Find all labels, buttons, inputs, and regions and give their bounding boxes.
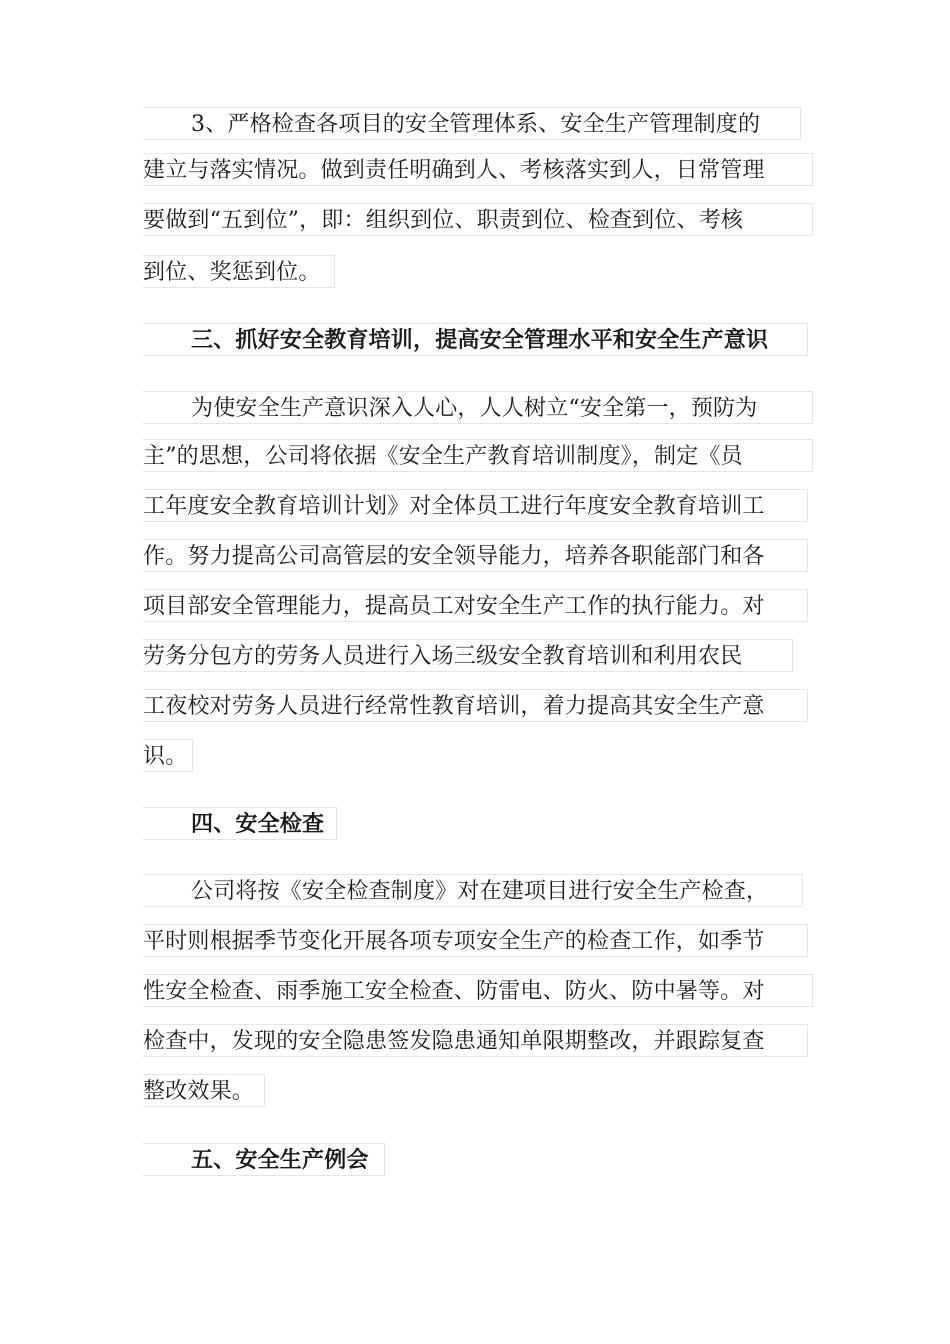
item3-line-3: 要做到“五到位”，即：组织到位、职责到位、检查到位、考核 bbox=[143, 203, 813, 236]
item3-line-1: 3、严格检查各项目的安全管理体系、安全生产管理制度的 bbox=[143, 107, 801, 140]
section4-line-3: 性安全检查、雨季施工安全检查、防雷电、防火、防中暑等。对 bbox=[143, 974, 813, 1007]
section3-line-7: 工夜校对劳务人员进行经常性教育培训，着力提高其安全生产意 bbox=[143, 689, 808, 722]
section3-line-3: 工年度安全教育培训计划》对全体员工进行年度安全教育培训工 bbox=[143, 489, 808, 522]
section3-line-8: 识。 bbox=[143, 739, 193, 772]
section3-line-5: 项目部安全管理能力，提高员工对安全生产工作的执行能力。对 bbox=[143, 589, 808, 622]
section4-line-4: 检查中，发现的安全隐患签发隐患通知单限期整改，并跟踪复查 bbox=[143, 1024, 808, 1057]
item3-line-2: 建立与落实情况。做到责任明确到人、考核落实到人，日常管理 bbox=[143, 153, 813, 186]
section3-line-6: 劳务分包方的劳务人员进行入场三级安全教育培训和利用农民 bbox=[143, 639, 793, 672]
section4-line-5: 整改效果。 bbox=[143, 1074, 265, 1107]
section5-heading: 五、安全生产例会 bbox=[143, 1143, 385, 1176]
section4-line-1: 公司将按《安全检查制度》对在建项目进行安全生产检查， bbox=[143, 874, 803, 907]
section4-line-2: 平时则根据季节变化开展各项专项安全生产的检查工作，如季节 bbox=[143, 924, 808, 957]
section3-line-2: 主”的思想，公司将依据《安全生产教育培训制度》，制定《员 bbox=[143, 439, 813, 472]
section4-heading: 四、安全检查 bbox=[143, 807, 337, 840]
section3-line-4: 作。努力提高公司高管层的安全领导能力，培养各职能部门和各 bbox=[143, 539, 808, 572]
section3-line-1: 为使安全生产意识深入人心，人人树立“安全第一，预防为 bbox=[143, 391, 813, 424]
section3-heading: 三、抓好安全教育培训，提高安全管理水平和安全生产意识 bbox=[143, 323, 808, 356]
item3-line-4: 到位、奖惩到位。 bbox=[143, 255, 335, 288]
